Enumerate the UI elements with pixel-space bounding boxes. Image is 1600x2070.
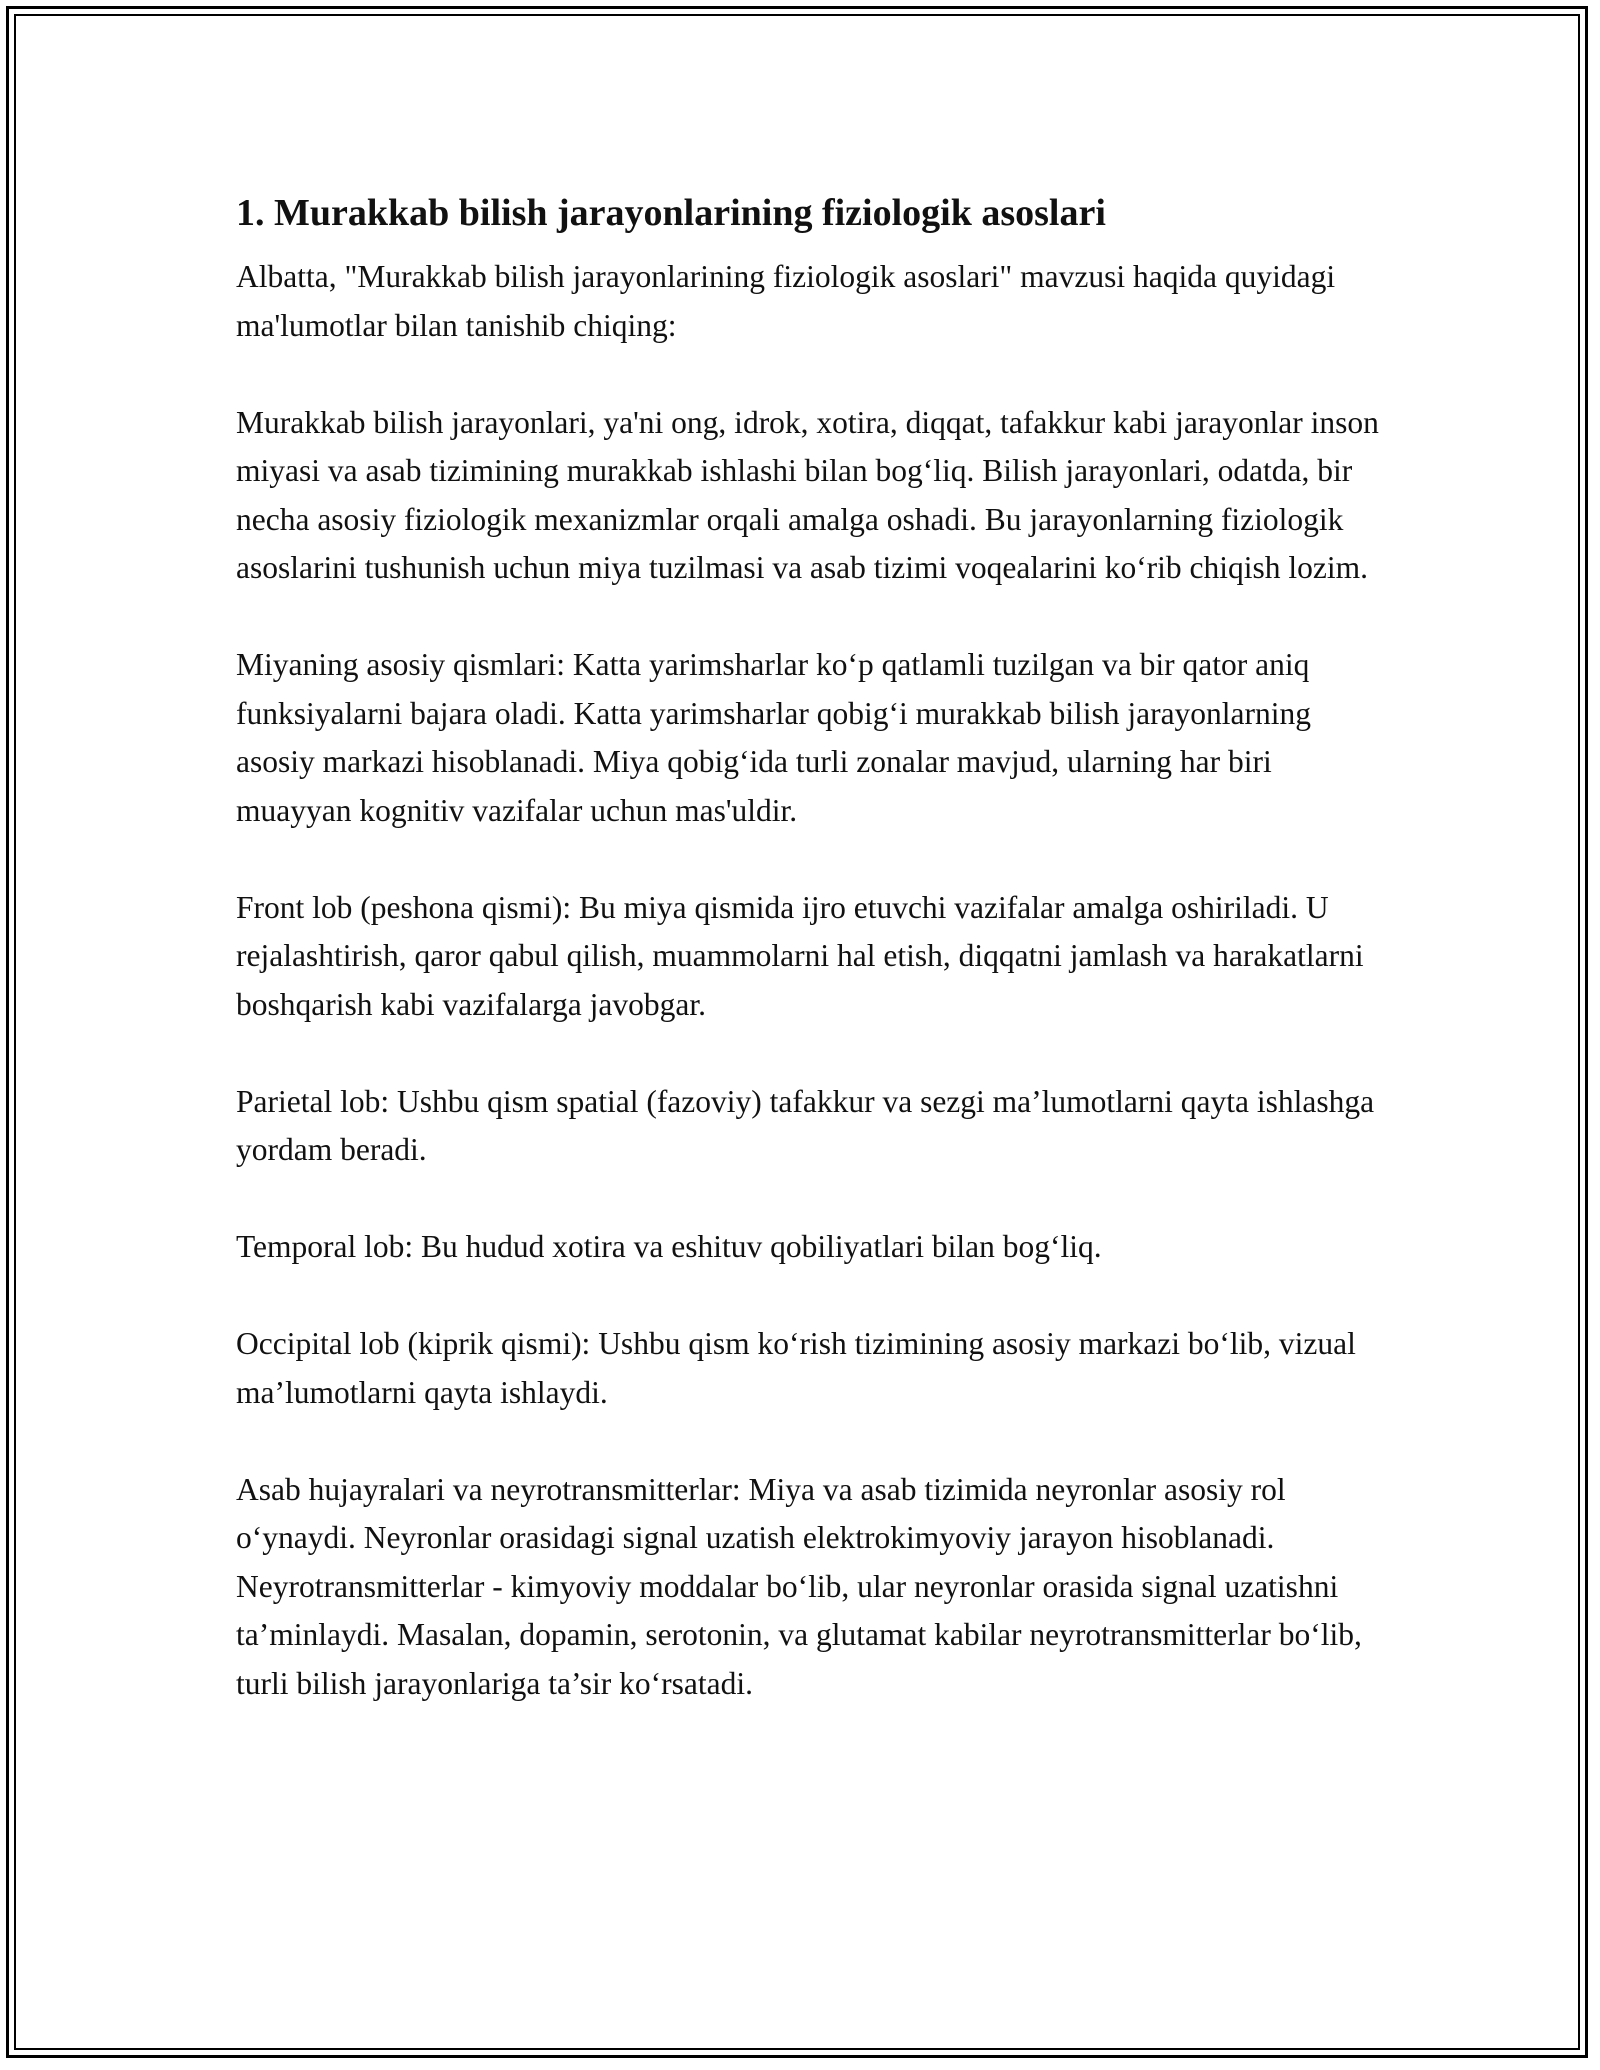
paragraph-neurotransmitters: Asab hujayralari va neyrotransmitterlar: Miya va asab tizimida neyronlar asosiy rol o‘ynaydi. Neyronlar orasidagi signal uzatish elektrokimyoviy jarayon hisoblanadi. Neyrotransmitterlar - kimyoviy moddalar bo‘lib, ular neyronlar orasida signal uzatishni ta’minlaydi. Masalan, dopamin, serotonin, va glutamat kabilar neyrotransmitterlar bo‘lib, turli bilish jarayonlariga ta’sir ko‘rsatadi. <box>236 1471 1362 1701</box>
paragraph-temporal-lobe: Temporal lob: Bu hudud xotira va eshituv qobiliyatlari bilan bog‘liq. <box>236 1229 1102 1264</box>
paragraph-occipital-lobe: Occipital lob (kiprik qismi): Ushbu qism ko‘rish tizimining asosiy markazi bo‘lib, vizual ma’lumotlarni qayta ishlaydi. <box>236 1326 1356 1410</box>
document-body <box>236 185 1386 1708</box>
paragraph-frontal-lobe: Front lob (peshona qismi): Bu miya qismida ijro etuvchi vazifalar amalga oshiriladi. U rejalashtirish, qaror qabul qilish, muammolarni hal etish, diqqatni jamlash va harakatlarni boshqarish kabi vazifalarga javobgar. <box>236 889 1364 1022</box>
paragraph-brain-parts: Miyaning asosiy qismlari: Katta yarimsharlar ko‘p qatlamli tuzilgan va bir qator aniq funksiyalarni bajara oladi. Katta yarimsharlar qobig‘i murakkab bilish jarayonlarning asosiy markazi hisoblanadi. Miya qobig‘ida turli zonalar mavjud, ularning har biri muayyan kognitiv vazifalar uchun mas'uldir. <box>236 647 1312 828</box>
paragraph-cognitive-processes: Murakkab bilish jarayonlari, ya'ni ong, idrok, xotira, diqqat, tafakkur kabi jarayonlar inson miyasi va asab tizimining murakkab ishlashi bilan bog‘liq. Bilish jarayonlari, odatda, bir necha asosiy fiziologik mexanizmlar orqali amalga oshadi. Bu jarayonlarning fiziologik asoslarini tushunish uchun miya tuzilmasi va asab tizimi voqealarini ko‘rib chiqish lozim. <box>236 404 1379 585</box>
paragraph-intro: Albatta, "Murakkab bilish jarayonlarining fiziologik asoslari" mavzusi haqida quyidagi ma'lumotlar bilan tanishib chiqing: <box>236 259 1336 343</box>
document-title: 1. Murakkab bilish jarayonlarining fiziologik asoslari <box>236 192 1106 234</box>
paragraph-parietal-lobe: Parietal lob: Ushbu qism spatial (fazoviy) tafakkur va sezgi ma’lumotlarni qayta ishlashga yordam beradi. <box>236 1083 1375 1167</box>
